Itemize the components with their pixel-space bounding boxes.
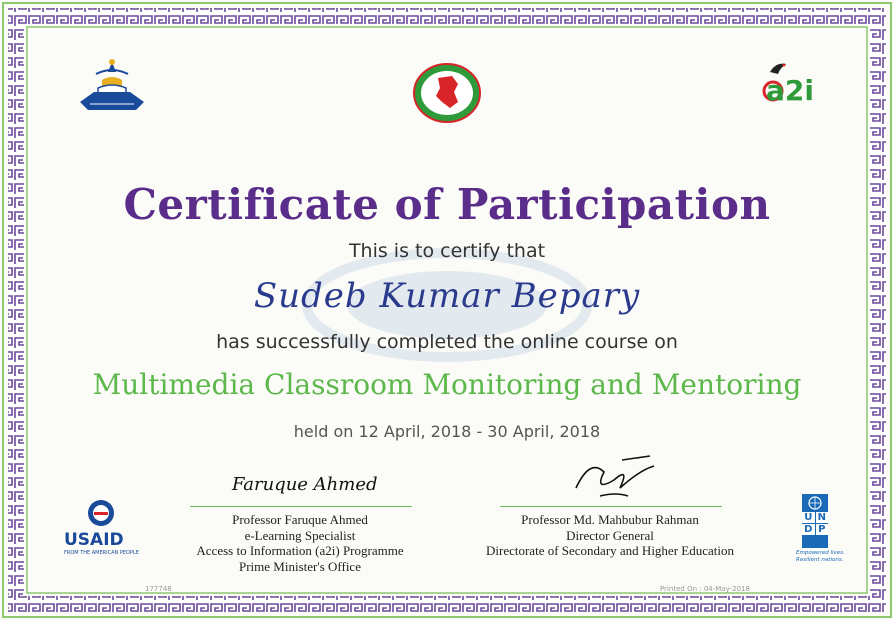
recipient-name: Sudeb Kumar Bepary — [253, 276, 641, 316]
signatory-left-title: e-Learning Specialist — [244, 527, 356, 543]
undp-letter-d: D — [802, 524, 815, 535]
undp-letters — [802, 512, 828, 535]
signatory-right — [450, 512, 770, 559]
usaid-tagline: FROM THE AMERICAN PEOPLE — [64, 550, 139, 556]
course-name: Multimedia Classroom Monitoring and Mentoring — [92, 368, 802, 401]
undp-letter-p: P — [816, 524, 829, 535]
usaid-wordmark: USAID — [64, 530, 124, 550]
government-seal-icon — [412, 62, 482, 124]
printed-on: Printed On : 04-May-2018 — [660, 585, 750, 593]
undp-letter-u: U — [802, 512, 815, 523]
signature-line-left — [190, 506, 412, 507]
un-emblem-icon — [805, 496, 825, 510]
directorate-logo-icon — [76, 58, 148, 114]
a2i-wordmark: a2i — [766, 74, 814, 107]
signatory-left — [150, 512, 450, 574]
undp-letter-n: N — [816, 512, 829, 523]
held-dates: held on 12 April, 2018 - 30 April, 2018 — [293, 422, 601, 441]
usaid-seal-icon — [86, 498, 116, 528]
undp-tagline-1: Empowered lives. — [796, 550, 845, 556]
signature-line-right — [500, 506, 722, 507]
signature-mahbubur-rahman-icon — [570, 452, 660, 502]
certificate-title: Certificate of Participation — [123, 180, 771, 229]
certify-line: This is to certify that — [348, 240, 546, 262]
signatory-left-org: Access to Information (a2i) Programme — [196, 543, 404, 558]
signatory-left-office: Prime Minister's Office — [239, 558, 361, 574]
signatory-right-org: Directorate of Secondary and Higher Education — [486, 543, 734, 558]
undp-logo — [796, 494, 845, 564]
completion-line: has successfully completed the online course on — [216, 331, 678, 353]
signature-faruque-ahmed: Faruque Ahmed — [232, 474, 378, 495]
signatory-left-name: Professor Faruque Ahmed — [232, 512, 368, 527]
undp-tagline-2: Resilient nations. — [796, 557, 844, 563]
a2i-logo — [760, 60, 830, 120]
usaid-logo — [62, 498, 140, 558]
signatory-right-title: Director General — [566, 527, 654, 543]
certificate-id: 177748 — [145, 585, 172, 593]
signatory-right-name: Professor Md. Mahbubur Rahman — [521, 512, 699, 527]
